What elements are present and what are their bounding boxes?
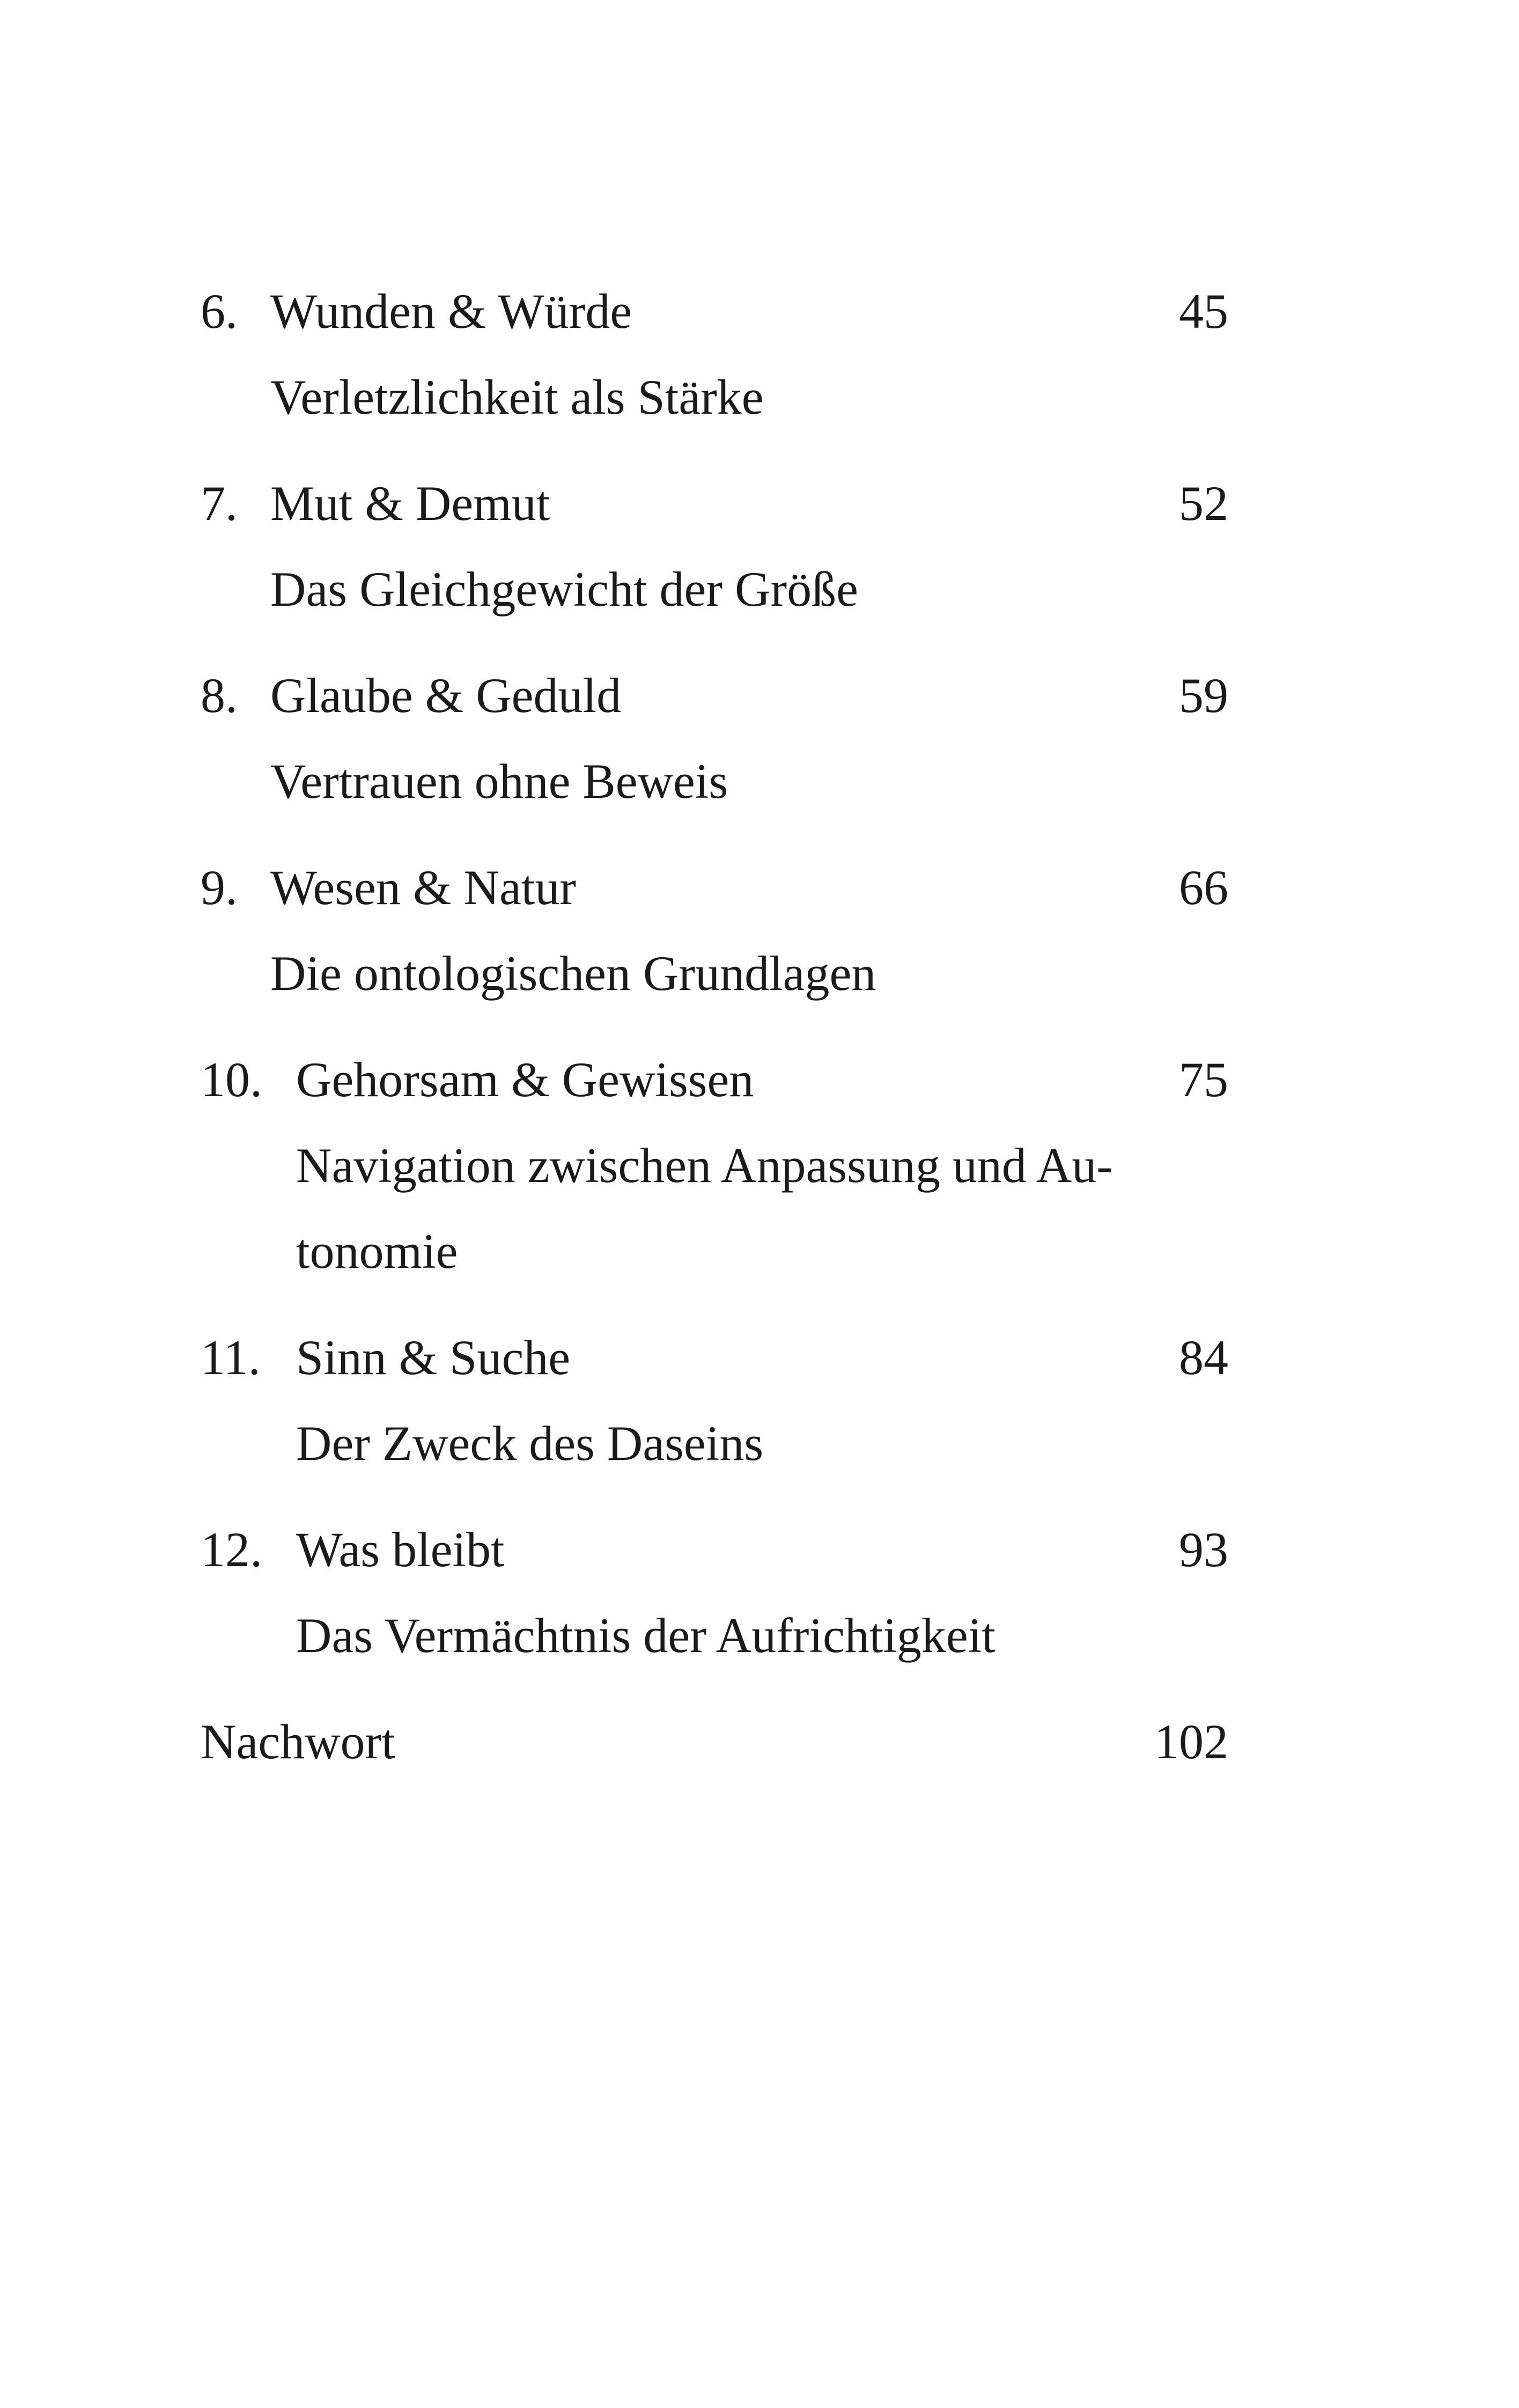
toc-entry-heading bbox=[201, 1507, 1228, 1592]
chapter-title: Mut & Demut bbox=[270, 476, 550, 531]
page-number: 59 bbox=[1179, 668, 1228, 723]
chapter-subtitle-text: Das Gleichgewicht der Größe bbox=[270, 562, 858, 616]
chapter-subtitle-line-1: Navigation zwischen Anpassung und Au- bbox=[296, 1138, 1113, 1193]
chapter-number: 11. bbox=[201, 1330, 261, 1385]
afterword-title: Nachwort bbox=[201, 1714, 395, 1769]
chapter-title: Glaube & Geduld bbox=[270, 668, 622, 723]
toc-entry-7[interactable] bbox=[201, 460, 1228, 632]
page-number: 75 bbox=[1179, 1052, 1228, 1107]
chapter-subtitle-text: Die ontologischen Grundlagen bbox=[270, 946, 876, 1001]
chapter-number: 9. bbox=[201, 860, 238, 915]
table-of-contents bbox=[201, 268, 1228, 1785]
page-number: 102 bbox=[1154, 1714, 1228, 1769]
chapter-number: 12. bbox=[201, 1522, 262, 1577]
chapter-subtitle-text: Vertrauen ohne Beweis bbox=[270, 754, 728, 809]
chapter-number: 8. bbox=[201, 668, 238, 723]
chapter-title: Wesen & Natur bbox=[270, 860, 576, 915]
chapter-title: Wunden & Würde bbox=[270, 284, 632, 339]
chapter-subtitle bbox=[201, 546, 1228, 632]
toc-entry-10[interactable] bbox=[201, 1037, 1228, 1294]
toc-entry-9[interactable] bbox=[201, 845, 1228, 1016]
toc-entry-11[interactable] bbox=[201, 1315, 1228, 1486]
chapter-subtitle bbox=[201, 1400, 1228, 1486]
page-number: 45 bbox=[1179, 284, 1228, 339]
chapter-title: Was bleibt bbox=[296, 1522, 505, 1577]
chapter-subtitle bbox=[201, 1592, 1228, 1678]
chapter-subtitle bbox=[201, 930, 1228, 1016]
chapter-subtitle bbox=[201, 738, 1228, 824]
chapter-subtitle-text: Das Vermächtnis der Aufrichtigkeit bbox=[296, 1608, 996, 1663]
toc-entry-heading bbox=[201, 1315, 1228, 1400]
toc-entry-heading bbox=[201, 460, 1228, 546]
chapter-subtitle-text: Verletzlichkeit als Stärke bbox=[270, 370, 764, 424]
chapter-number: 6. bbox=[201, 284, 238, 339]
chapter-number: 10. bbox=[201, 1052, 262, 1107]
chapter-subtitle bbox=[201, 354, 1228, 440]
chapter-title: Gehorsam & Gewissen bbox=[296, 1052, 754, 1107]
page-number: 66 bbox=[1179, 860, 1228, 915]
toc-entry-8[interactable] bbox=[201, 652, 1228, 824]
chapter-subtitle-text: Der Zweck des Daseins bbox=[296, 1416, 764, 1471]
toc-entry-afterword[interactable] bbox=[201, 1699, 1228, 1785]
chapter-number: 7. bbox=[201, 476, 238, 531]
page-number: 93 bbox=[1179, 1522, 1228, 1577]
chapter-subtitle-line-2: tonomie bbox=[296, 1224, 458, 1279]
toc-entry-12[interactable] bbox=[201, 1507, 1228, 1678]
page-number: 84 bbox=[1179, 1330, 1228, 1385]
toc-entry-6[interactable] bbox=[201, 268, 1228, 440]
chapter-title: Sinn & Suche bbox=[296, 1330, 571, 1385]
toc-entry-heading bbox=[201, 845, 1228, 930]
toc-entry-heading bbox=[201, 652, 1228, 738]
toc-entry-heading bbox=[201, 268, 1228, 354]
chapter-subtitle bbox=[201, 1122, 1228, 1294]
toc-entry-heading bbox=[201, 1037, 1228, 1122]
toc-entry-heading bbox=[201, 1699, 1228, 1785]
page-number: 52 bbox=[1179, 476, 1228, 531]
